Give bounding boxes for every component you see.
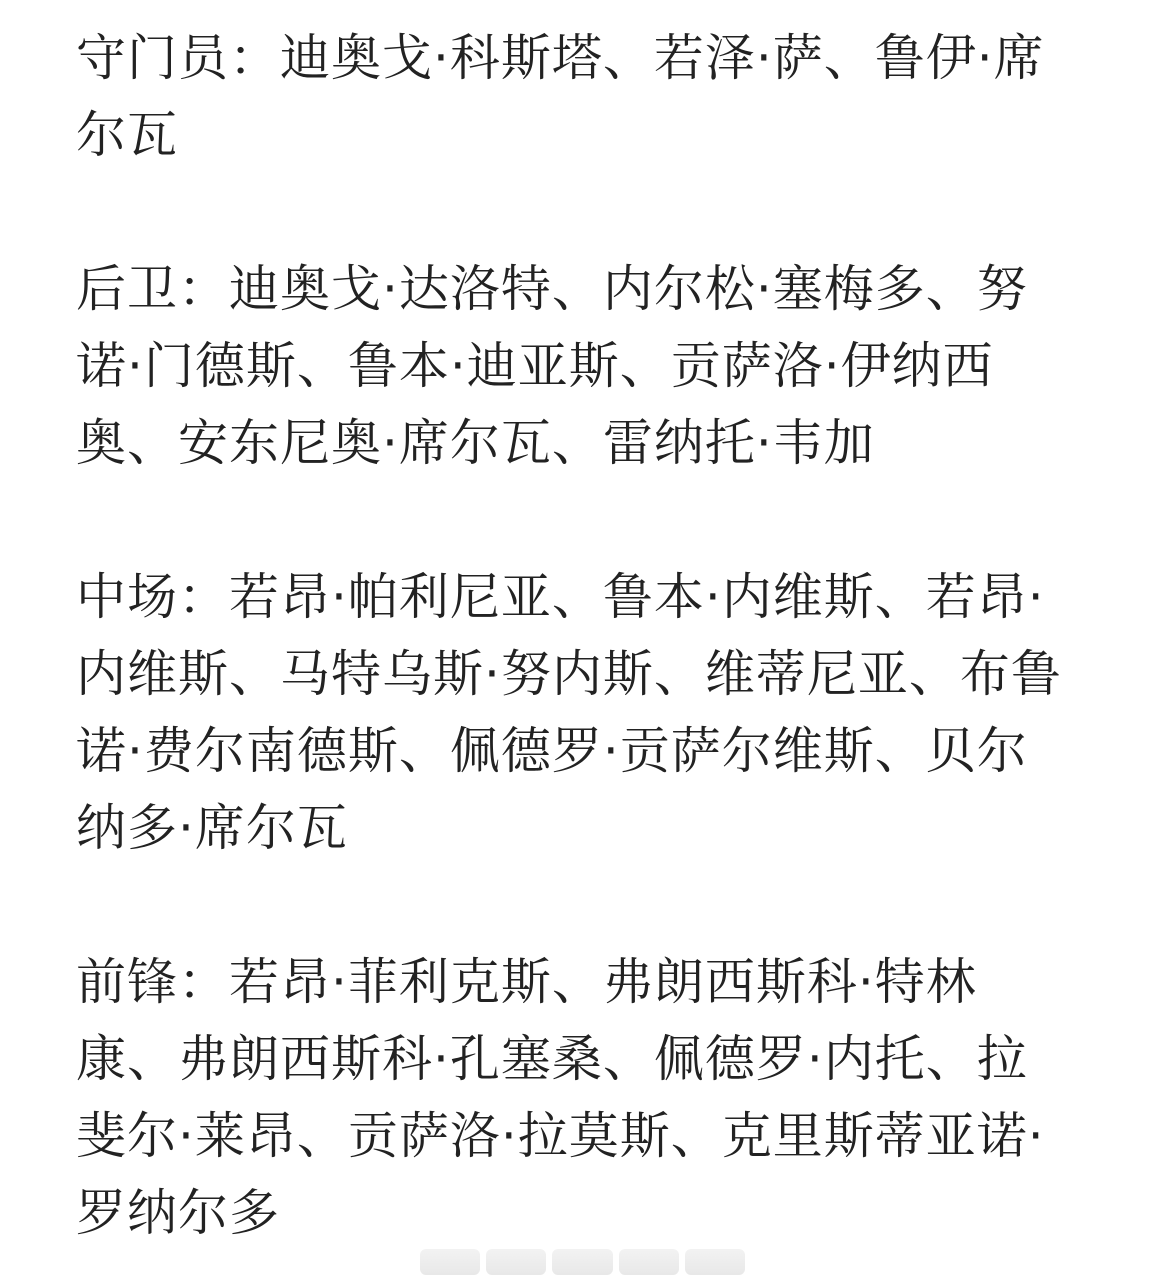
midfielders-names: 若昂·帕利尼亚、鲁本·内维斯、若昂·内维斯、马特乌斯·努内斯、维蒂尼亚、布鲁诺·费尔南德斯、佩德罗·贡萨尔维斯、贝尔纳多·席尔瓦: [76, 568, 1062, 857]
goalkeepers-names: 迪奥戈·科斯塔、若泽·萨、鲁伊·席尔瓦: [76, 29, 1045, 164]
defenders-label: 后卫：: [76, 260, 229, 318]
watermark-block: [486, 1249, 546, 1275]
goalkeepers-paragraph: [76, 20, 1076, 174]
forwards-names: 若昂·菲利克斯、弗朗西斯科·特林康、弗朗西斯科·孔塞桑、佩德罗·内托、拉斐尔·莱昂、贡萨洛·拉莫斯、克里斯蒂亚诺·罗纳尔多: [76, 953, 1045, 1242]
watermark-block: [619, 1249, 679, 1275]
forwards-label: 前锋：: [76, 953, 229, 1011]
defenders-paragraph: [76, 251, 1076, 482]
defenders-names: 迪奥戈·达洛特、内尔松·塞梅多、努诺·门德斯、鲁本·迪亚斯、贡萨洛·伊纳西奥、安东尼奥·席尔瓦、雷纳托·韦加: [76, 260, 1028, 472]
midfielders-label: 中场：: [76, 568, 229, 626]
midfielders-paragraph: [76, 559, 1076, 867]
squad-list: [76, 20, 1076, 1252]
watermark-block: [685, 1249, 745, 1275]
watermark-block: [552, 1249, 612, 1275]
watermark-block: [420, 1249, 480, 1275]
blurred-watermark: [420, 1246, 745, 1278]
forwards-paragraph: [76, 944, 1076, 1252]
goalkeepers-label: 守门员：: [76, 29, 280, 87]
